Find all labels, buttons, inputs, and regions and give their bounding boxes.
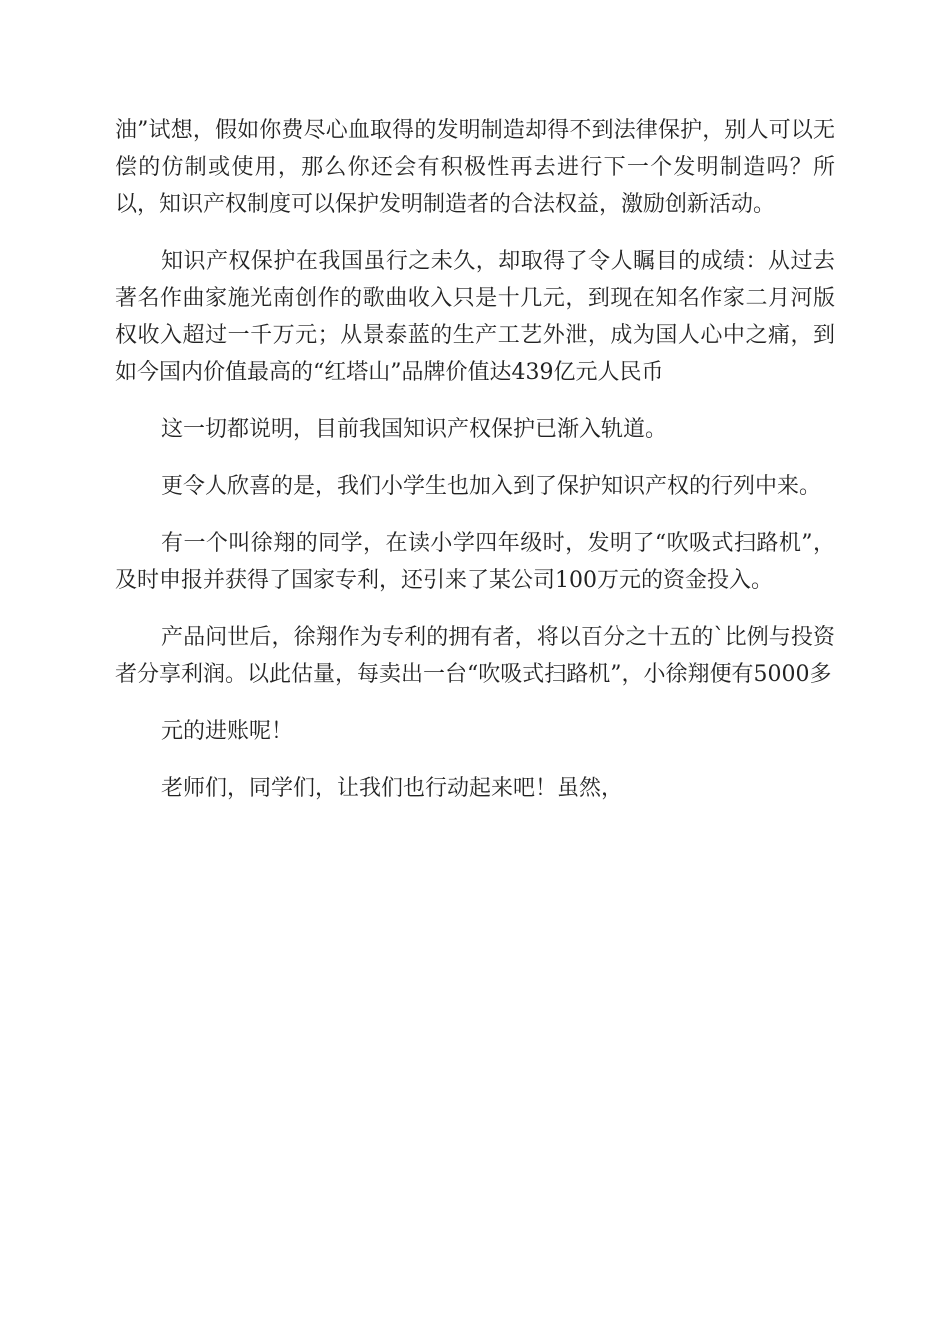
paragraph: 老师们，同学们，让我们也行动起来吧！虽然， — [161, 776, 624, 801]
paragraph: 知识产权保护在我国虽行之未久，却取得了令人瞩目的成绩：从过去著名作曲家施光南创作的歌曲收入只是十几元，到现在知名作家二月河版权收入超过一千万元；从景泰蓝的生产工艺外泄，成为国人心中之痛，到如今国内价值最高的“红塔山”品牌价值达439亿元人民币 — [115, 249, 835, 385]
paragraph: 产品问世后，徐翔作为专利的拥有者，将以百分之十五的`比例与投资者分享利润。以此估量，每卖出一台“吹吸式扫路机”，小徐翔便有5000多 — [115, 625, 835, 687]
paragraph: 这一切都说明，目前我国知识产权保护已渐入轨道。 — [161, 417, 668, 442]
paragraph: 有一个叫徐翔的同学，在读小学四年级时，发明了“吹吸式扫路机”，及时申报并获得了国家专利，还引来了某公司100万元的资金投入。 — [115, 531, 835, 593]
paragraph: 元的进账呢！ — [161, 719, 294, 744]
paragraph: 更令人欣喜的是，我们小学生也加入到了保护知识产权的行列中来。 — [161, 474, 822, 499]
paragraph: 油”试想，假如你费尽心血取得的发明制造却得不到法律保护，别人可以无偿的仿制或使用，那么你还会有积极性再去进行下一个发明制造吗？所以，知识产权制度可以保护发明制造者的合法权益，激励创新活动。 — [115, 118, 835, 217]
document-body — [115, 112, 835, 827]
